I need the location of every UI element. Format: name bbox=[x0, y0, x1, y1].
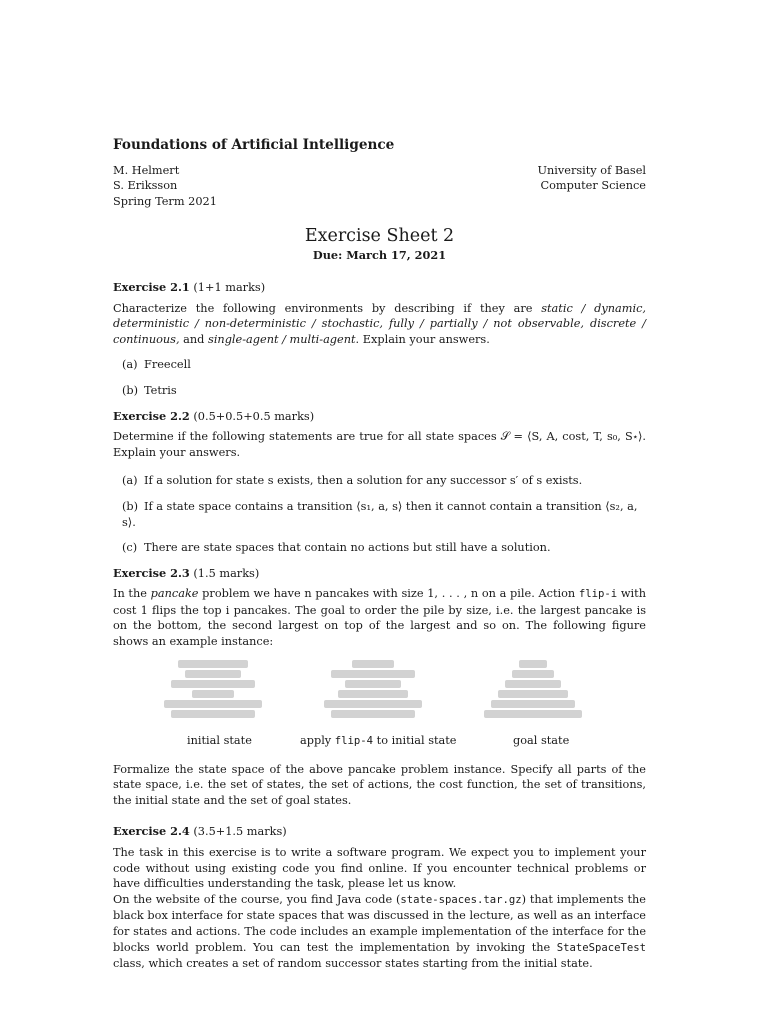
exercise-marks: (1.5 marks) bbox=[193, 566, 260, 580]
department: Computer Science bbox=[540, 179, 646, 193]
author-1: M. Helmert bbox=[113, 163, 180, 177]
caption-initial: initial state bbox=[187, 733, 252, 747]
agent-properties: single-agent / multi-agent bbox=[208, 332, 356, 346]
exercise-2-2-items bbox=[113, 473, 646, 555]
pancake bbox=[178, 660, 248, 668]
exercise-2-3-text: In the pancake problem we have n pancakes with size 1, . . . , n on a pile. Action flip-i with cost 1 flips the top i pancakes. The goal to order the pile by size, i.e. the largest pancake is on the bottom, the second largest on top of the largest and so on. The following figure shows an example instance: bbox=[113, 587, 646, 649]
list-item: (a) Freecell bbox=[122, 358, 191, 372]
author-2: S. Eriksson bbox=[113, 179, 178, 193]
exercise-2-4-heading bbox=[113, 824, 646, 840]
exercise-2-3-task: Formalize the state space of the above pancake problem instance. Specify all parts of the state space, i.e. the set of states, the set of actions, the cost function, the set of transitions, the initial state and the set of goal states. bbox=[113, 762, 646, 807]
exercise-2-2-text: Determine if the following statements are true for all state spaces 𝒮 = ⟨S, A, cost, T, s₀, S⋆⟩. Explain your answers. bbox=[113, 430, 646, 459]
pancake bbox=[171, 680, 255, 688]
exercise-2-1-heading bbox=[113, 280, 646, 296]
exercise-2-1-text: Characterize the following environments by describing if they are static / dynamic, deterministic / non-deterministic / stochastic, fully / partially / not observable, discrete / continuous, and single-agent / multi-agent. Explain your answers. bbox=[113, 301, 646, 346]
sheet-title: Exercise Sheet 2 bbox=[304, 226, 455, 247]
environment-properties: static / dynamic, deterministic / non-deterministic / stochastic, fully / partially / not observable, discrete / continuous, bbox=[113, 301, 646, 346]
pancake bbox=[345, 680, 401, 688]
caption-goal: goal state bbox=[513, 733, 570, 747]
pancake bbox=[338, 690, 408, 698]
due-date: Due: March 17, 2021 bbox=[312, 248, 447, 263]
exercise-2-4-para-2: On the website of the course, you find Java code (state-spaces.tar.gz) that implements the black box interface for state spaces that was discussed in the lecture, as well as an interface for states and actions. The code includes an example implementation of the interface for the blocks world problem. You can test the implementation by invoking the StateSpaceTest class, which creates a set of random successor states starting from the initial state. bbox=[113, 892, 646, 971]
list-item: (b) Tetris bbox=[122, 383, 177, 397]
exercise-number: Exercise 2.3 bbox=[113, 565, 190, 580]
pancake bbox=[484, 710, 582, 718]
pancake bbox=[512, 670, 554, 678]
exercise-marks: (3.5+1.5 marks) bbox=[193, 825, 287, 839]
pancake bbox=[498, 690, 568, 698]
pancake bbox=[164, 700, 262, 708]
pancake bbox=[352, 660, 394, 668]
list-item: (c) There are state spaces that contain no actions but still have a solution. bbox=[122, 541, 551, 555]
exercise-number: Exercise 2.4 bbox=[113, 824, 190, 839]
exercise-sheet bbox=[113, 138, 646, 972]
header-left bbox=[113, 163, 217, 210]
list-item: (a) If a solution for state s exists, then a solution for any successor s′ of s exists. bbox=[122, 474, 583, 488]
exercise-number: Exercise 2.1 bbox=[113, 279, 190, 294]
pancake bbox=[331, 670, 415, 678]
pancake bbox=[519, 660, 547, 668]
pancake bbox=[192, 690, 234, 698]
pancake bbox=[185, 670, 241, 678]
exercise-2-1-items bbox=[113, 357, 646, 398]
university: University of Basel bbox=[537, 163, 646, 177]
exercise-marks: (1+1 marks) bbox=[193, 280, 266, 294]
exercise-2-3-heading bbox=[113, 566, 646, 582]
exercise-number: Exercise 2.2 bbox=[113, 408, 190, 423]
header-right bbox=[537, 163, 646, 210]
pancake bbox=[505, 680, 561, 688]
caption-apply: apply flip-4 to initial state bbox=[300, 733, 457, 747]
header-block bbox=[113, 163, 646, 210]
list-item: (b) If a state space contains a transition ⟨s₁, a, s⟩ then it cannot contain a transition ⟨s₂, a, s⟩. bbox=[122, 499, 638, 529]
course-title: Foundations of Artificial Intelligence bbox=[113, 137, 395, 153]
exercise-2-4-para-1: The task in this exercise is to write a software program. We expect you to implement your code without using existing code you find online. If you encounter technical problems or have difficulties understanding the task, please let us know. bbox=[113, 846, 646, 891]
exercise-marks: (0.5+0.5+0.5 marks) bbox=[193, 409, 315, 423]
pancake bbox=[491, 700, 575, 708]
term: Spring Term 2021 bbox=[113, 194, 217, 208]
pancake bbox=[324, 700, 422, 708]
pancake-figure bbox=[113, 660, 646, 748]
pancake bbox=[331, 710, 415, 718]
exercise-2-2-heading bbox=[113, 409, 646, 425]
pancake bbox=[171, 710, 255, 718]
